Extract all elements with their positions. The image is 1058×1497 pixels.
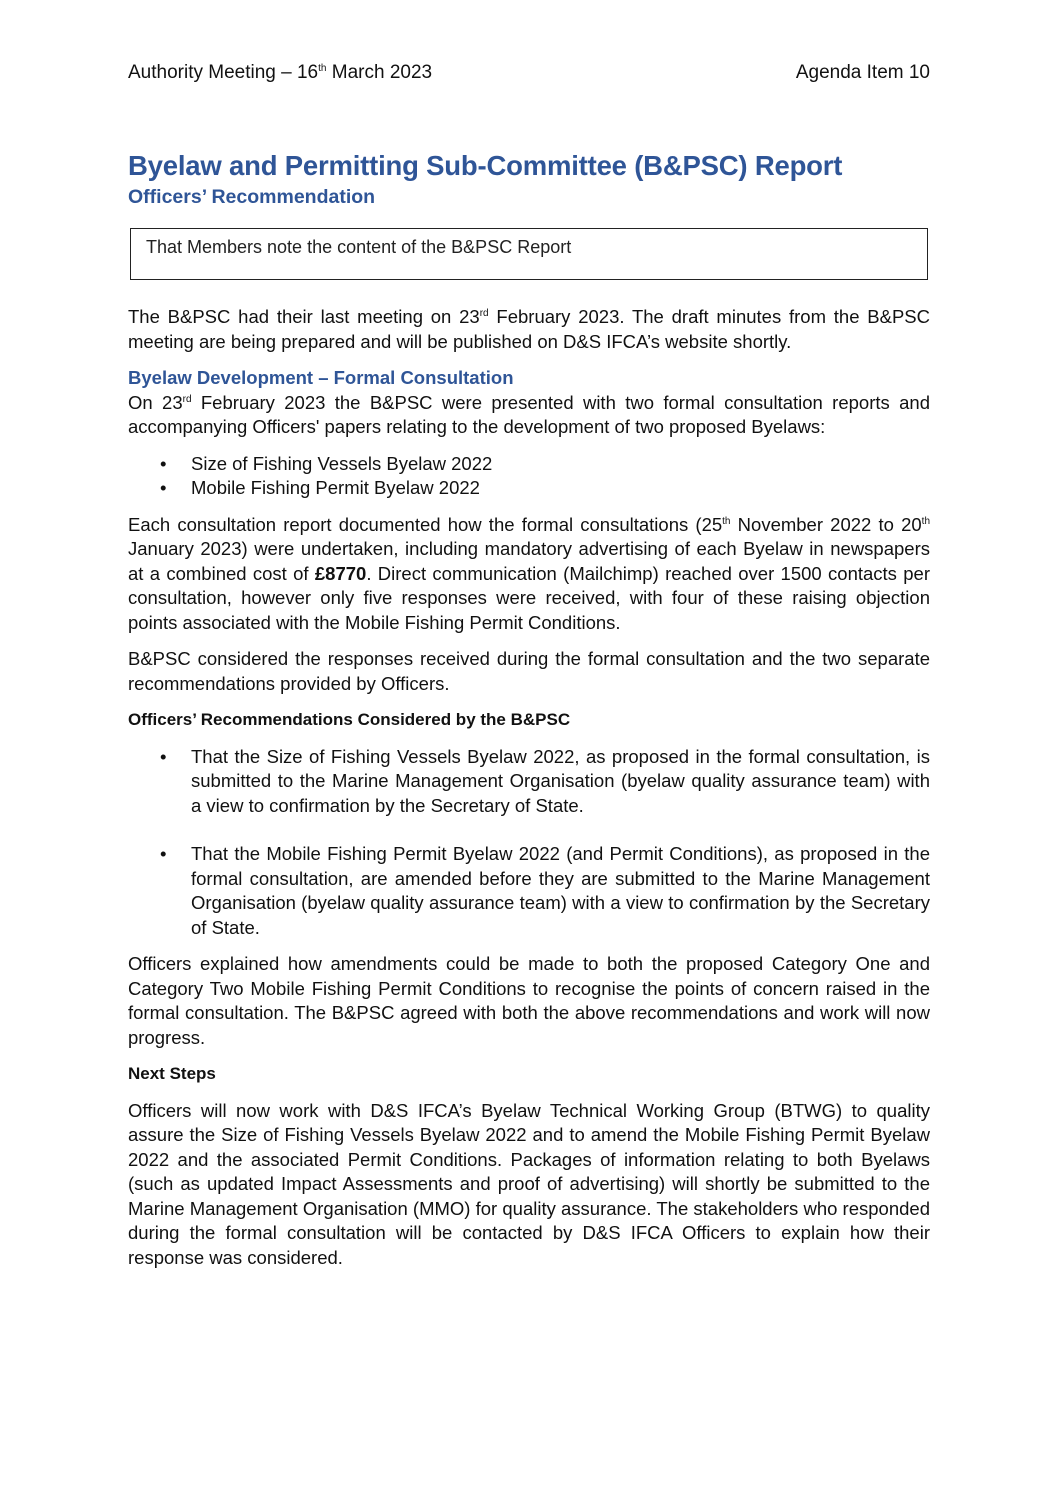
list-item: • Mobile Fishing Permit Byelaw 2022 xyxy=(128,476,930,501)
section-heading-next-steps: Next Steps xyxy=(128,1064,216,1083)
byelaw-list xyxy=(128,452,930,501)
section1-paragraph-2: Each consultation report documented how the formal consultations (25th November 2022 to 20th January 2023) were undertaken, including mandatory advertising of each Byelaw in newspapers at a combined cost of £8770. Direct communication (Mailchimp) reached over 1500 contacts per consultation, however only five responses were received, with four of these raising objection points associated with the Mobile Fishing Permit Conditions. xyxy=(128,513,931,633)
bullet-icon: • xyxy=(160,452,167,474)
bullet-icon: • xyxy=(160,477,167,498)
report-title: Byelaw and Permitting Sub-Committee (B&PSC) Report xyxy=(128,150,843,181)
report-subtitle: Officers’ Recommendation xyxy=(128,186,376,208)
list-item: • That the Size of Fishing Vessels Byelaw 2022, as proposed in the formal consultation, is submitted to the Marine Management Organisation (byelaw quality assurance team) with a view to confirmation by the Secretary of State. xyxy=(160,745,930,816)
agenda-item: Agenda Item 10 xyxy=(795,62,930,83)
section-heading-officers-recommendations: Officers’ Recommendations Considered by the B&PSC xyxy=(128,710,571,729)
recommendations-list xyxy=(128,745,930,941)
page-header xyxy=(128,62,930,84)
list-item: • Size of Fishing Vessels Byelaw 2022 xyxy=(128,452,930,477)
section1-paragraph-3: B&PSC considered the responses received during the formal consultation and the two separate recommendations provided by Officers. xyxy=(128,648,930,694)
cost-value: £8770 xyxy=(314,562,367,584)
bullet-icon: • xyxy=(160,745,167,767)
section2-paragraph-1: Officers explained how amendments could be made to both the proposed Category One and Category Two Mobile Fishing Permit Conditions to recognise the points of concern raised in the formal consultation. The B&PSC agreed with both the above recommendations and work will now progress. xyxy=(128,953,930,1048)
recommendation-box: That Members note the content of the B&PSC Report xyxy=(130,228,928,280)
report-body xyxy=(128,305,930,1270)
list-item: • That the Mobile Fishing Permit Byelaw 2022 (and Permit Conditions), as proposed in the formal consultation, are amended before they are submitted to the Marine Management Organisation (byelaw quality assurance team) with a view to confirmation by the Secretary of State. xyxy=(160,843,930,938)
bullet-icon: • xyxy=(160,843,167,864)
meeting-date: Authority Meeting – 16th March 2023 xyxy=(128,62,433,83)
section1-paragraph-1: On 23rd February 2023 the B&PSC were presented with two formal consultation reports and accompanying Officers' papers relating to the development of two proposed Byelaws: xyxy=(128,391,930,437)
section-heading-byelaw-development: Byelaw Development – Formal Consultation xyxy=(128,367,514,388)
intro-paragraph: The B&PSC had their last meeting on 23rd February 2023. The draft minutes from the B&PSC meeting are being prepared and will be published on D&S IFCA’s website shortly. xyxy=(128,306,930,352)
section3-paragraph-1: Officers will now work with D&S IFCA’s Byelaw Technical Working Group (BTWG) to quality assure the Size of Fishing Vessels Byelaw 2022 and to amend the Mobile Fishing Permit Byelaw 2022 and the associated Permit Conditions. Packages of information relating to both Byelaws (such as updated Impact Assessments and proof of advertising) will shortly be submitted to the Marine Management Organisation (MMO) for quality assurance. The stakeholders who responded during the formal consultation will be contacted by D&S IFCA Officers to explain how their response was considered. xyxy=(128,1099,930,1268)
